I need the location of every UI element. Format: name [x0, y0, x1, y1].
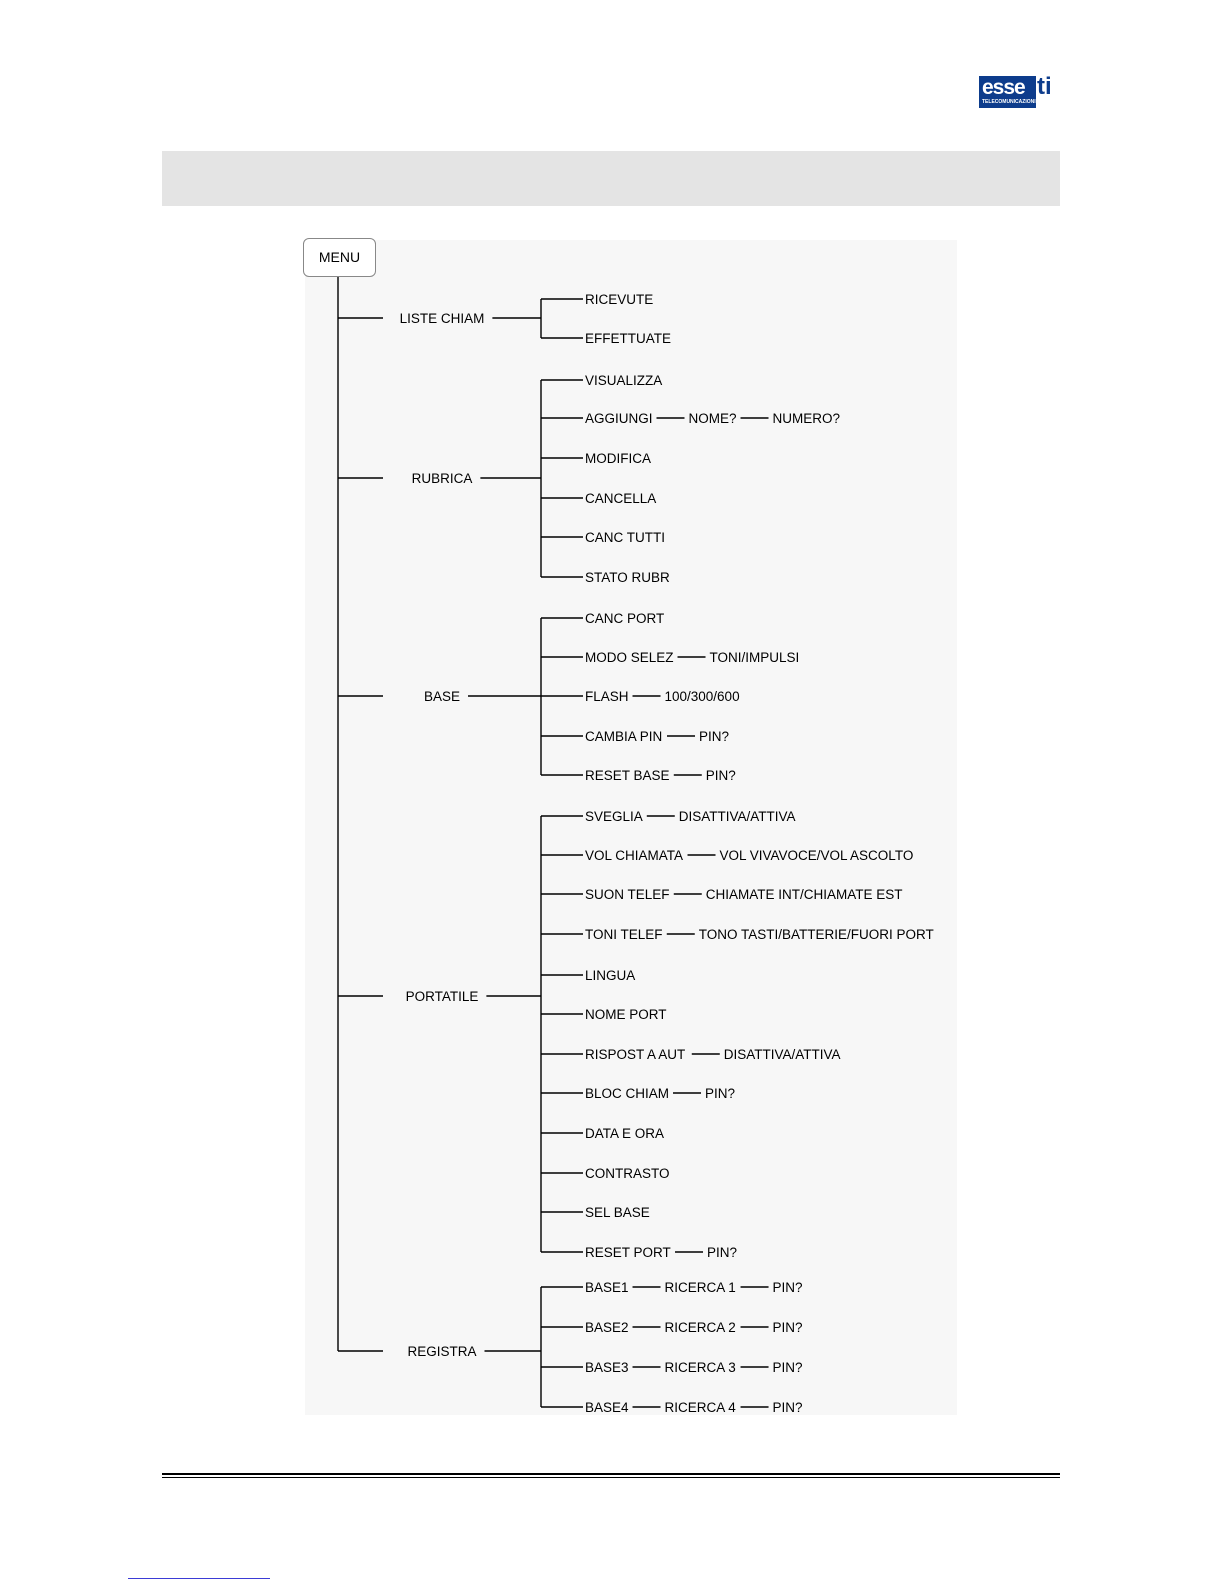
- menu-item: CANCELLA: [585, 491, 657, 506]
- menu-item: BASE2: [585, 1320, 629, 1335]
- menu-item: SEL BASE: [585, 1205, 650, 1220]
- menu-item: AGGIUNGI: [585, 411, 653, 426]
- menu-item: VISUALIZZA: [585, 373, 663, 388]
- menu-item: RISPOST A AUT: [585, 1047, 686, 1062]
- menu-item: MODO SELEZ: [585, 650, 674, 665]
- menu-item: VOL CHIAMATA: [585, 848, 684, 863]
- footer-rule-thin: [162, 1477, 1060, 1478]
- menu-item: FLASH: [585, 689, 629, 704]
- menu-root-label: MENU: [318, 249, 361, 265]
- logo-subtitle: TELECOMUNICAZIONI: [982, 99, 1036, 105]
- submenu-option: NUMERO?: [772, 411, 841, 426]
- submenu-option: VOL VIVAVOCE/VOL ASCOLTO: [719, 848, 914, 863]
- menu-item: CONTRASTO: [585, 1166, 670, 1181]
- menu-item: NOME PORT: [585, 1007, 667, 1022]
- submenu-option: DISATTIVA/ATTIVA: [723, 1047, 841, 1062]
- submenu-option: PIN?: [705, 1086, 736, 1101]
- group-label-base: BASE: [423, 689, 461, 704]
- submenu-option: PIN?: [705, 768, 736, 783]
- menu-item: CANC PORT: [585, 611, 665, 626]
- menu-item: SUON TELEF: [585, 887, 670, 902]
- submenu-option: DISATTIVA/ATTIVA: [678, 809, 796, 824]
- submenu-option: TONI/IMPULSI: [709, 650, 800, 665]
- submenu-option: PIN?: [772, 1280, 803, 1295]
- submenu-option: PIN?: [699, 729, 730, 744]
- submenu-option: RICERCA 2: [664, 1320, 736, 1335]
- menu-item: SVEGLIA: [585, 809, 643, 824]
- menu-item: CANC TUTTI: [585, 530, 665, 545]
- group-label-liste: LISTE CHIAM: [399, 311, 485, 326]
- footer-link-underline: [128, 1578, 270, 1579]
- menu-item: BASE1: [585, 1280, 629, 1295]
- submenu-option: RICERCA 3: [664, 1360, 736, 1375]
- submenu-option: CHIAMATE INT/CHIAMATE EST: [705, 887, 903, 902]
- menu-item: BASE4: [585, 1400, 629, 1415]
- submenu-option: NOME?: [688, 411, 737, 426]
- submenu-option: PIN?: [772, 1320, 803, 1335]
- group-label-registra: REGISTRA: [407, 1344, 477, 1359]
- submenu-option: RICERCA 4: [664, 1400, 736, 1415]
- submenu-option: RICERCA 1: [664, 1280, 736, 1295]
- menu-item: STATO RUBR: [585, 570, 670, 585]
- submenu-option: 100/300/600: [664, 689, 740, 704]
- menu-item: BASE3: [585, 1360, 629, 1375]
- menu-item: DATA E ORA: [585, 1126, 665, 1141]
- group-label-rubrica: RUBRICA: [411, 471, 473, 486]
- menu-item: RESET PORT: [585, 1245, 671, 1260]
- logo-wordmark: esse: [982, 76, 1025, 99]
- group-label-portatile: PORTATILE: [405, 989, 479, 1004]
- submenu-option: PIN?: [772, 1400, 803, 1415]
- menu-item: EFFETTUATE: [585, 331, 671, 346]
- menu-item: CAMBIA PIN: [585, 729, 663, 744]
- menu-item: RESET BASE: [585, 768, 670, 783]
- submenu-option: TONO TASTI/BATTERIE/FUORI PORT: [698, 927, 934, 942]
- submenu-option: PIN?: [772, 1360, 803, 1375]
- menu-item: RICEVUTE: [585, 292, 654, 307]
- submenu-option: PIN?: [707, 1245, 738, 1260]
- menu-item: TONI TELEF: [585, 927, 663, 942]
- footer-rule-thick: [162, 1473, 1060, 1475]
- logo-wordmark-tail: ti: [1037, 73, 1052, 100]
- menu-item: BLOC CHIAM: [585, 1086, 670, 1101]
- menu-item: LINGUA: [585, 968, 636, 983]
- menu-item: MODIFICA: [585, 451, 651, 466]
